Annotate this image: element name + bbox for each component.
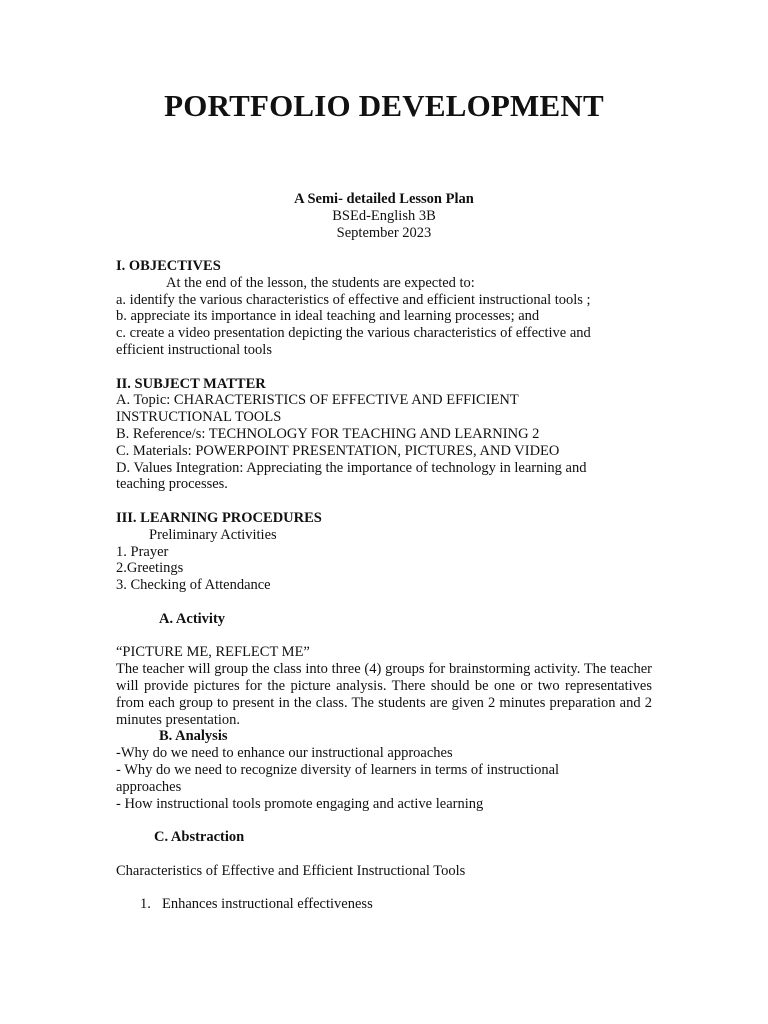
objective-item-continuation: efficient instructional tools xyxy=(116,341,272,358)
objectives-intro: At the end of the lesson, the students are expected to: xyxy=(166,274,475,291)
lesson-header xyxy=(0,191,768,241)
analysis-line: - Why do we need to recognize diversity of learners in terms of instructional xyxy=(116,761,560,778)
subject-matter-line: teaching processes. xyxy=(116,476,228,493)
subject-matter-line: D. Values Integration: Appreciating the importance of technology in learning and xyxy=(116,459,587,476)
lesson-date: September 2023 xyxy=(336,224,432,241)
analysis-line: approaches xyxy=(116,778,182,795)
subject-matter-line: B. Reference/s: TECHNOLOGY FOR TEACHING AND LEARNING 2 xyxy=(116,425,540,442)
abstraction-heading: C. Abstraction xyxy=(154,829,245,846)
preliminary-activities-label: Preliminary Activities xyxy=(149,526,277,543)
subject-matter-line: INSTRUCTIONAL TOOLS xyxy=(116,409,282,426)
lesson-class: BSEd-English 3B xyxy=(332,207,436,224)
list-item-text: Enhances instructional effectiveness xyxy=(162,896,373,913)
list-number: 1. xyxy=(140,896,151,913)
preliminary-item: 1. Prayer xyxy=(116,543,169,560)
activity-paragraph: The teacher will group the class into three (4) groups for brainstorming activity. The teacher will provide pictures for the picture analysis. There should be one or two representatives from each group to present in the class. The students are given 2 minutes preparation and 2 minutes presentation. xyxy=(116,661,652,728)
procedures-heading: III. LEARNING PROCEDURES xyxy=(116,509,322,526)
preliminary-item: 3. Checking of Attendance xyxy=(116,577,271,594)
lesson-type: A Semi- detailed Lesson Plan xyxy=(294,191,474,207)
document-body xyxy=(116,258,652,913)
abstraction-list-item xyxy=(116,896,652,913)
subject-matter-line: A. Topic: CHARACTERISTICS OF EFFECTIVE AND EFFICIENT xyxy=(116,392,519,409)
analysis-line: - How instructional tools promote engaging and active learning xyxy=(116,795,484,812)
document-title: PORTFOLIO DEVELOPMENT xyxy=(164,88,604,123)
analysis-heading: B. Analysis xyxy=(159,728,228,745)
objective-item: b. appreciate its importance in ideal teaching and learning processes; and xyxy=(116,308,540,325)
objective-item: a. identify the various characteristics of effective and efficient instructional tools ; xyxy=(116,291,591,308)
subject-matter-line: C. Materials: POWERPOINT PRESENTATION, PICTURES, AND VIDEO xyxy=(116,442,560,459)
analysis-line: -Why do we need to enhance our instructional approaches xyxy=(116,745,453,762)
objective-item: c. create a video presentation depicting the various characteristics of effective and xyxy=(116,325,591,342)
activity-name: “PICTURE ME, REFLECT ME” xyxy=(116,644,310,661)
activity-heading: A. Activity xyxy=(159,610,226,627)
abstraction-subtitle: Characteristics of Effective and Efficient Instructional Tools xyxy=(116,862,466,879)
objectives-heading: I. OBJECTIVES xyxy=(116,258,221,274)
subject-matter-heading: II. SUBJECT MATTER xyxy=(116,375,266,392)
preliminary-item: 2.Greetings xyxy=(116,560,184,577)
